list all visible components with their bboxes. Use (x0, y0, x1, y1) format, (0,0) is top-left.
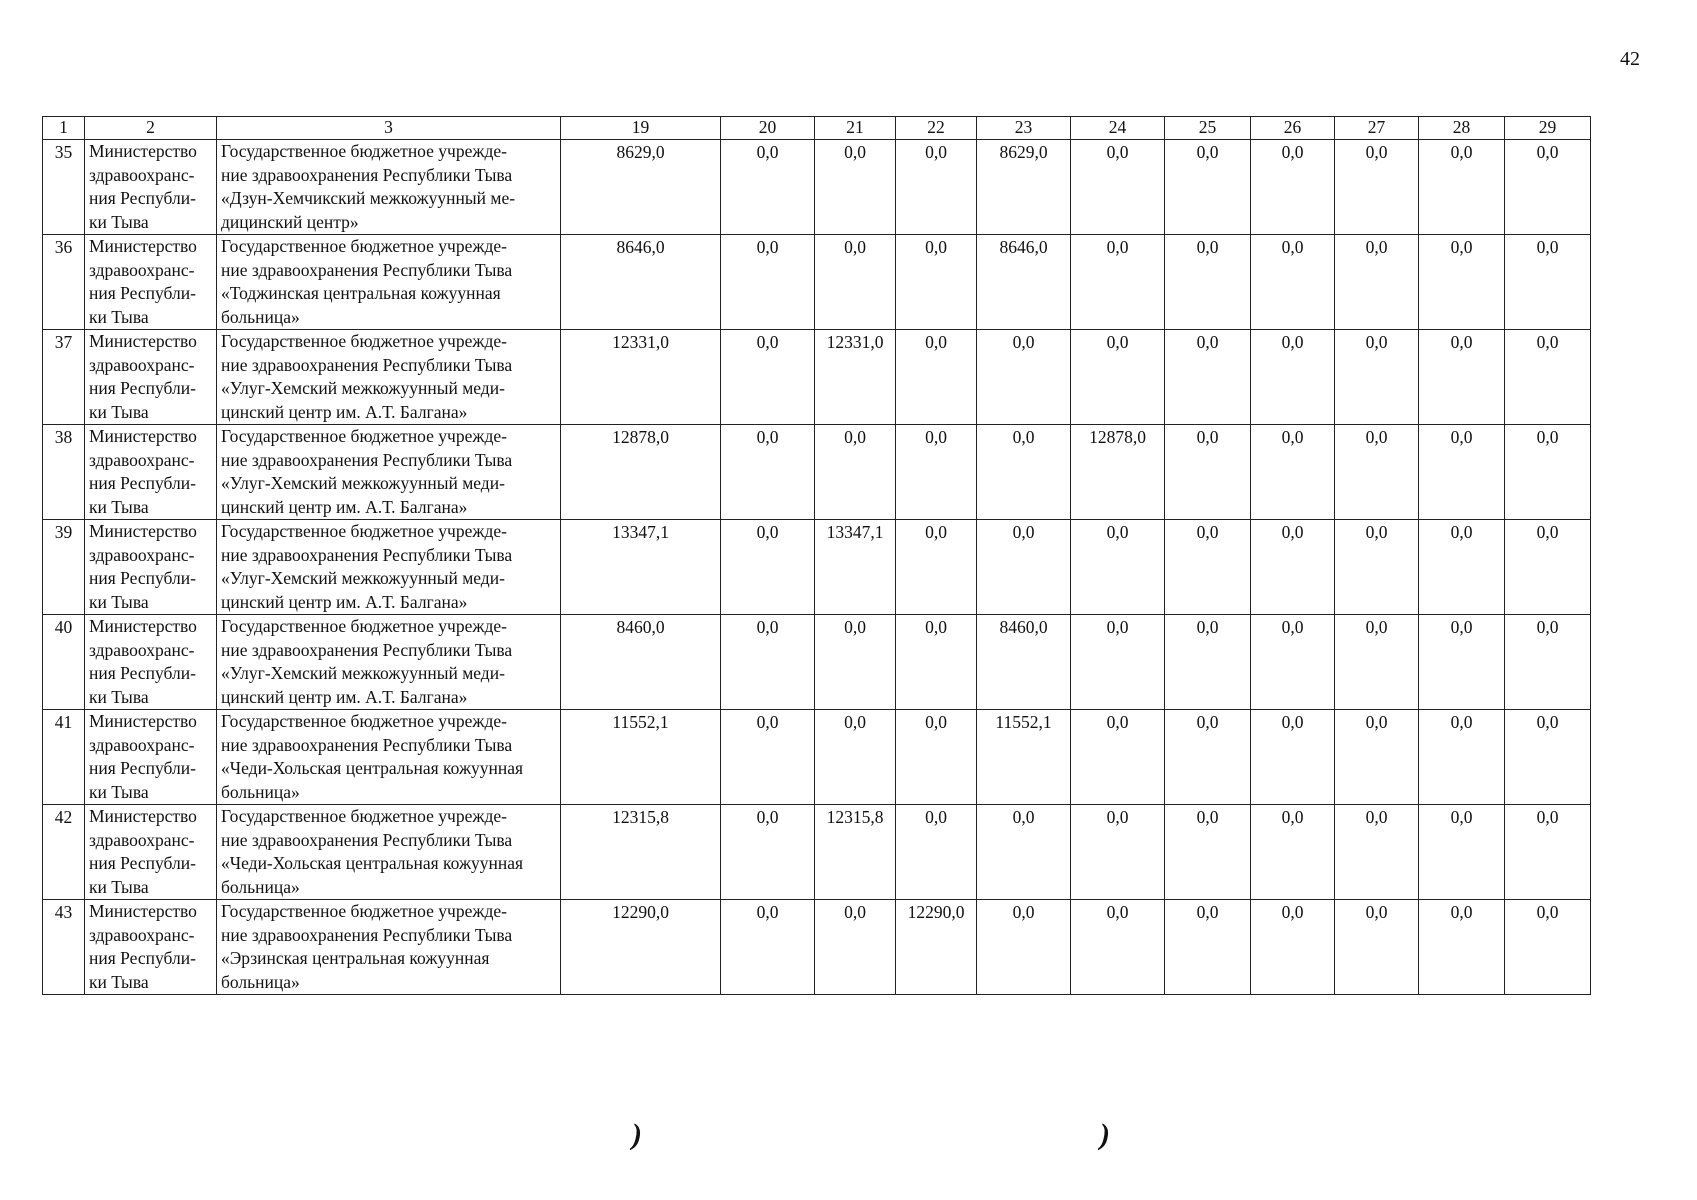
value-cell: 11552,1 (977, 710, 1071, 805)
column-header: 28 (1419, 117, 1505, 140)
organization-cell (85, 900, 217, 995)
value-cell: 0,0 (1165, 710, 1251, 805)
organization-line: здравоохранс- (89, 829, 195, 850)
value-cell: 0,0 (1165, 235, 1251, 330)
organization-line: здравоохранс- (89, 449, 195, 470)
institution-line: больница» (221, 876, 300, 897)
value-cell: 0,0 (721, 805, 815, 900)
value-cell: 0,0 (1071, 615, 1165, 710)
organization-line: ки Тыва (89, 876, 149, 897)
value-cell: 12878,0 (1071, 425, 1165, 520)
table-row (43, 900, 1591, 995)
organization-line: ния Республи- (89, 188, 196, 208)
organization-line: ния Республи- (89, 758, 196, 778)
organization-line: ния Республи- (89, 473, 196, 493)
institution-line: ние здравоохранения Республики Тыва (221, 829, 513, 850)
value-cell: 0,0 (977, 330, 1071, 425)
organization-line: ки Тыва (89, 401, 149, 422)
value-cell: 0,0 (896, 140, 977, 235)
value-cell: 12290,0 (896, 900, 977, 995)
column-header: 21 (815, 117, 896, 140)
institution-line: Государственное бюджетное учрежде- (221, 521, 507, 541)
institution-line: Государственное бюджетное учрежде- (221, 331, 507, 351)
institution-cell (217, 235, 561, 330)
value-cell: 0,0 (1335, 425, 1419, 520)
organization-line: ки Тыва (89, 306, 149, 327)
value-cell: 0,0 (721, 710, 815, 805)
institution-cell (217, 710, 561, 805)
organization-line: Министерство (89, 331, 197, 351)
institution-line: «Чеди-Хольская центральная кожуунная (221, 853, 524, 873)
institution-line: ние здравоохранения Республики Тыва (221, 164, 513, 185)
row-number: 43 (43, 900, 85, 995)
row-number: 36 (43, 235, 85, 330)
institution-line: цинский центр им. А.Т. Балгана» (221, 496, 468, 517)
row-number: 37 (43, 330, 85, 425)
institution-line: Государственное бюджетное учрежде- (221, 236, 507, 256)
value-cell: 0,0 (721, 900, 815, 995)
organization-line: ния Республи- (89, 853, 196, 873)
value-cell: 8629,0 (977, 140, 1071, 235)
value-cell: 12878,0 (561, 425, 721, 520)
value-cell: 0,0 (1071, 140, 1165, 235)
institution-line: больница» (221, 306, 300, 327)
column-header: 26 (1251, 117, 1335, 140)
institution-line: ние здравоохранения Республики Тыва (221, 449, 513, 470)
row-number: 38 (43, 425, 85, 520)
organization-line: здравоохранс- (89, 544, 195, 565)
row-number: 40 (43, 615, 85, 710)
value-cell: 0,0 (1505, 520, 1591, 615)
institution-line: дицинский центр» (221, 211, 359, 232)
value-cell: 8629,0 (561, 140, 721, 235)
column-header: 29 (1505, 117, 1591, 140)
value-cell: 0,0 (1419, 330, 1505, 425)
institution-line: «Улуг-Хемский межкожуунный меди- (221, 663, 505, 683)
organization-line: Министерство (89, 616, 197, 636)
institution-line: Государственное бюджетное учрежде- (221, 711, 507, 731)
institution-cell (217, 900, 561, 995)
institution-line: ние здравоохранения Республики Тыва (221, 924, 513, 945)
organization-line: здравоохранс- (89, 259, 195, 280)
institution-line: больница» (221, 781, 300, 802)
value-cell: 12331,0 (815, 330, 896, 425)
value-cell: 0,0 (1071, 520, 1165, 615)
value-cell: 0,0 (815, 615, 896, 710)
value-cell: 0,0 (721, 425, 815, 520)
organization-cell (85, 425, 217, 520)
institution-line: Государственное бюджетное учрежде- (221, 806, 507, 826)
institution-line: цинский центр им. А.Т. Балгана» (221, 591, 468, 612)
value-cell: 0,0 (1505, 900, 1591, 995)
organization-line: Министерство (89, 236, 197, 256)
organization-line: Министерство (89, 806, 197, 826)
column-header: 27 (1335, 117, 1419, 140)
value-cell: 0,0 (1505, 615, 1591, 710)
value-cell: 0,0 (1071, 710, 1165, 805)
institution-line: Государственное бюджетное учрежде- (221, 616, 507, 636)
value-cell: 0,0 (721, 235, 815, 330)
column-header: 20 (721, 117, 815, 140)
institution-line: Государственное бюджетное учрежде- (221, 426, 507, 446)
organization-line: Министерство (89, 141, 197, 161)
value-cell: 0,0 (1071, 235, 1165, 330)
value-cell: 0,0 (1419, 235, 1505, 330)
value-cell: 0,0 (896, 425, 977, 520)
value-cell: 0,0 (1251, 235, 1335, 330)
value-cell: 0,0 (1165, 330, 1251, 425)
column-header: 2 (85, 117, 217, 140)
organization-cell (85, 520, 217, 615)
value-cell: 8460,0 (977, 615, 1071, 710)
value-cell: 0,0 (1251, 615, 1335, 710)
column-header: 1 (43, 117, 85, 140)
value-cell: 13347,1 (561, 520, 721, 615)
value-cell: 0,0 (721, 520, 815, 615)
value-cell: 0,0 (1335, 900, 1419, 995)
table-row (43, 805, 1591, 900)
organization-cell (85, 615, 217, 710)
organization-line: ния Республи- (89, 283, 196, 303)
organization-line: ки Тыва (89, 496, 149, 517)
table-row (43, 140, 1591, 235)
value-cell: 0,0 (977, 425, 1071, 520)
value-cell: 0,0 (1335, 140, 1419, 235)
institution-line: «Улуг-Хемский межкожуунный меди- (221, 473, 505, 493)
bottom-mark: ) (1100, 1118, 1110, 1151)
bottom-mark: ) (632, 1118, 642, 1151)
value-cell: 0,0 (815, 710, 896, 805)
value-cell: 0,0 (896, 805, 977, 900)
institution-line: «Тоджинская центральная кожуунная (221, 283, 501, 303)
organization-line: здравоохранс- (89, 924, 195, 945)
value-cell: 0,0 (1505, 330, 1591, 425)
value-cell: 0,0 (1419, 805, 1505, 900)
organization-line: здравоохранс- (89, 354, 195, 375)
organization-line: здравоохранс- (89, 639, 195, 660)
value-cell: 0,0 (1505, 805, 1591, 900)
value-cell: 0,0 (1071, 330, 1165, 425)
value-cell: 0,0 (721, 615, 815, 710)
value-cell: 0,0 (977, 805, 1071, 900)
value-cell: 0,0 (896, 330, 977, 425)
value-cell: 0,0 (1251, 805, 1335, 900)
value-cell: 0,0 (1251, 425, 1335, 520)
institution-cell (217, 520, 561, 615)
institution-line: ние здравоохранения Республики Тыва (221, 639, 513, 660)
value-cell: 0,0 (1251, 140, 1335, 235)
table-row (43, 710, 1591, 805)
value-cell: 0,0 (1251, 330, 1335, 425)
value-cell: 8646,0 (977, 235, 1071, 330)
value-cell: 0,0 (815, 140, 896, 235)
table-body (43, 140, 1591, 995)
value-cell: 0,0 (1335, 235, 1419, 330)
column-header: 22 (896, 117, 977, 140)
value-cell: 0,0 (896, 710, 977, 805)
value-cell: 0,0 (1505, 710, 1591, 805)
value-cell: 0,0 (1165, 140, 1251, 235)
value-cell: 12315,8 (815, 805, 896, 900)
institution-line: больница» (221, 971, 300, 992)
institution-line: «Эрзинская центральная кожуунная (221, 948, 490, 968)
organization-line: ния Республи- (89, 948, 196, 968)
institution-line: ние здравоохранения Республики Тыва (221, 544, 513, 565)
column-header: 23 (977, 117, 1071, 140)
value-cell: 0,0 (1165, 805, 1251, 900)
page-number: 42 (1620, 48, 1640, 70)
value-cell: 0,0 (721, 140, 815, 235)
value-cell: 0,0 (977, 900, 1071, 995)
value-cell: 0,0 (1419, 520, 1505, 615)
organization-line: ки Тыва (89, 211, 149, 232)
value-cell: 0,0 (1419, 710, 1505, 805)
table-row (43, 520, 1591, 615)
institution-line: цинский центр им. А.Т. Балгана» (221, 686, 468, 707)
value-cell: 0,0 (1165, 900, 1251, 995)
value-cell: 0,0 (1335, 710, 1419, 805)
value-cell: 11552,1 (561, 710, 721, 805)
organization-line: ки Тыва (89, 971, 149, 992)
organization-line: здравоохранс- (89, 164, 195, 185)
budget-table (42, 116, 1591, 995)
institution-line: Государственное бюджетное учрежде- (221, 901, 507, 921)
table-row (43, 425, 1591, 520)
value-cell: 0,0 (977, 520, 1071, 615)
organization-cell (85, 330, 217, 425)
value-cell: 0,0 (815, 900, 896, 995)
column-header: 3 (217, 117, 561, 140)
value-cell: 8460,0 (561, 615, 721, 710)
organization-line: здравоохранс- (89, 734, 195, 755)
value-cell: 0,0 (896, 615, 977, 710)
institution-cell (217, 615, 561, 710)
value-cell: 0,0 (1505, 140, 1591, 235)
value-cell: 0,0 (1419, 900, 1505, 995)
table-row (43, 615, 1591, 710)
row-number: 42 (43, 805, 85, 900)
organization-line: ния Республи- (89, 663, 196, 683)
institution-line: ние здравоохранения Республики Тыва (221, 259, 513, 280)
value-cell: 0,0 (1335, 805, 1419, 900)
organization-line: ки Тыва (89, 781, 149, 802)
organization-line: Министерство (89, 901, 197, 921)
value-cell: 0,0 (1335, 520, 1419, 615)
institution-line: ние здравоохранения Республики Тыва (221, 734, 513, 755)
value-cell: 0,0 (815, 235, 896, 330)
value-cell: 0,0 (896, 520, 977, 615)
value-cell: 0,0 (1419, 615, 1505, 710)
organization-line: ки Тыва (89, 686, 149, 707)
organization-line: Министерство (89, 426, 197, 446)
value-cell: 0,0 (1335, 330, 1419, 425)
organization-line: ния Республи- (89, 378, 196, 398)
value-cell: 13347,1 (815, 520, 896, 615)
row-number: 35 (43, 140, 85, 235)
organization-line: ки Тыва (89, 591, 149, 612)
value-cell: 0,0 (1505, 235, 1591, 330)
organization-line: ния Республи- (89, 568, 196, 588)
value-cell: 0,0 (1251, 520, 1335, 615)
column-header: 25 (1165, 117, 1251, 140)
value-cell: 0,0 (1165, 520, 1251, 615)
value-cell: 0,0 (815, 425, 896, 520)
institution-line: Государственное бюджетное учрежде- (221, 141, 507, 161)
organization-line: Министерство (89, 711, 197, 731)
value-cell: 0,0 (1419, 140, 1505, 235)
organization-line: Министерство (89, 521, 197, 541)
institution-line: цинский центр им. А.Т. Балгана» (221, 401, 468, 422)
institution-cell (217, 425, 561, 520)
column-header: 19 (561, 117, 721, 140)
row-number: 39 (43, 520, 85, 615)
value-cell: 12290,0 (561, 900, 721, 995)
institution-cell (217, 330, 561, 425)
value-cell: 0,0 (1071, 805, 1165, 900)
column-number-row (43, 117, 1591, 140)
institution-cell (217, 805, 561, 900)
organization-cell (85, 140, 217, 235)
organization-cell (85, 805, 217, 900)
table-row (43, 330, 1591, 425)
value-cell: 0,0 (1505, 425, 1591, 520)
institution-line: ние здравоохранения Республики Тыва (221, 354, 513, 375)
institution-line: «Улуг-Хемский межкожуунный меди- (221, 568, 505, 588)
institution-line: «Дзун-Хемчикский межкожуунный ме- (221, 188, 516, 208)
organization-cell (85, 710, 217, 805)
value-cell: 0,0 (1419, 425, 1505, 520)
row-number: 41 (43, 710, 85, 805)
column-header: 24 (1071, 117, 1165, 140)
value-cell: 0,0 (1165, 615, 1251, 710)
value-cell: 0,0 (1165, 425, 1251, 520)
value-cell: 12331,0 (561, 330, 721, 425)
value-cell: 0,0 (1071, 900, 1165, 995)
value-cell: 0,0 (896, 235, 977, 330)
value-cell: 0,0 (1251, 710, 1335, 805)
value-cell: 8646,0 (561, 235, 721, 330)
organization-cell (85, 235, 217, 330)
value-cell: 0,0 (1251, 900, 1335, 995)
institution-cell (217, 140, 561, 235)
value-cell: 0,0 (1335, 615, 1419, 710)
institution-line: «Улуг-Хемский межкожуунный меди- (221, 378, 505, 398)
institution-line: «Чеди-Хольская центральная кожуунная (221, 758, 524, 778)
value-cell: 0,0 (721, 330, 815, 425)
value-cell: 12315,8 (561, 805, 721, 900)
table-row (43, 235, 1591, 330)
